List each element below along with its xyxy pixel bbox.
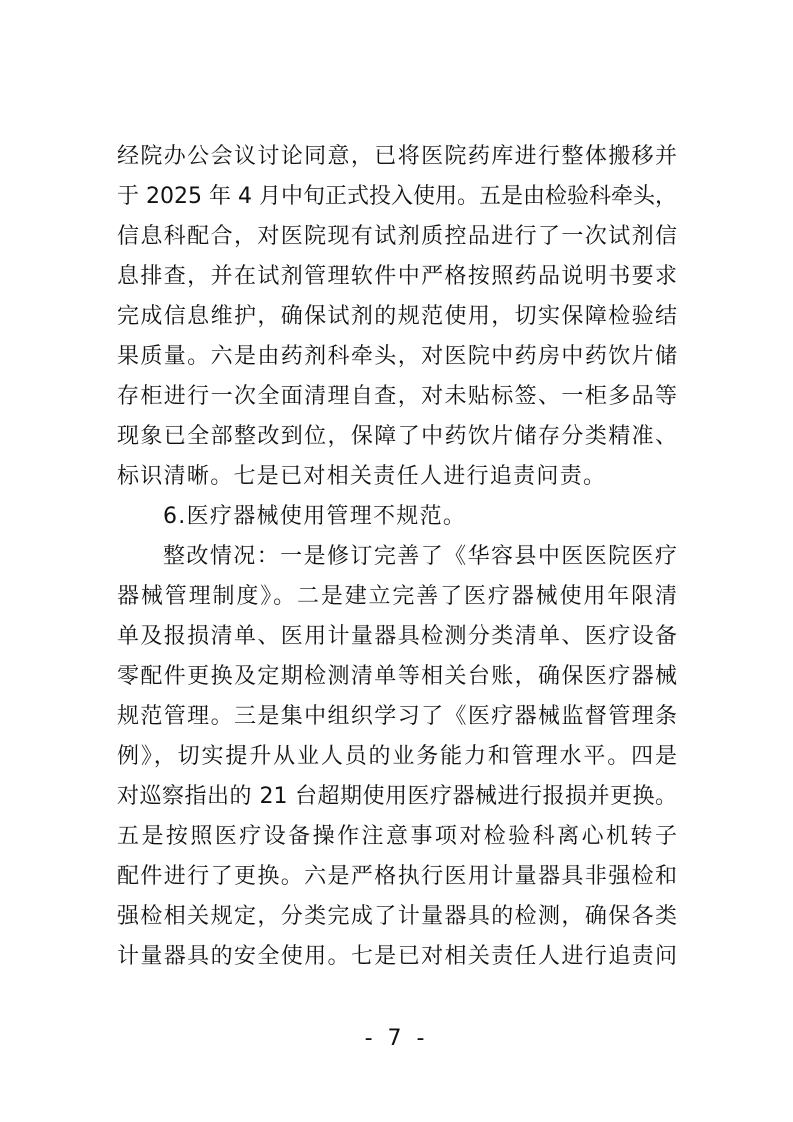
text-line: 规范管理。三是集中组织学习了《医疗器械监督管理条 [117,704,677,729]
text-line: 例》，切实提升从业人员的业务能力和管理水平。四是 [117,744,677,769]
text-line: 计量器具的安全使用。七是已对相关责任人进行追责问 [117,944,677,969]
text-line: 配件进行了更换。六是严格执行医用计量器具非强检和 [117,864,677,889]
text-line: 零配件更换及定期检测清单等相关台账，确保医疗器械 [117,664,677,689]
text-line: 完成信息维护，确保试剂的规范使用，切实保障检验结 [117,304,677,329]
text-line: 存柜进行一次全面清理自查，对未贴标签、一柜多品等 [117,384,677,409]
paragraph [117,137,677,497]
text-line: 息排查，并在试剂管理软件中严格按照药品说明书要求 [117,264,677,289]
text-line: 整改情况：一是修订完善了《华容县中医医院医疗 [163,544,677,569]
text-line: 于 2025 年 4 月中旬正式投入使用。五是由检验科牵头， [117,184,677,209]
text-line: 标识清晰。七是已对相关责任人进行追责问责。 [117,464,607,489]
paragraph [117,537,677,977]
text-line: 信息科配合，对医院现有试剂质控品进行了一次试剂信 [117,224,677,249]
text-line: 现象已全部整改到位，保障了中药饮片储存分类精准、 [117,424,677,449]
text-line: 经院办公会议讨论同意，已将医院药库进行整体搬移并 [117,144,677,169]
text-line: 6.医疗器械使用管理不规范。 [163,504,467,529]
text-line: 器械管理制度》。二是建立完善了医疗器械使用年限清 [117,584,677,609]
page-number: - 7 - [364,1026,429,1051]
text-line: 单及报损清单、医用计量器具检测分类清单、医疗设备 [117,624,677,649]
text-line: 果质量。六是由药剂科牵头，对医院中药房中药饮片储 [117,344,677,369]
document-body [117,137,677,977]
text-line: 对巡察指出的 21 台超期使用医疗器械进行报损并更换。 [117,784,677,809]
paragraph [117,497,677,537]
text-line: 强检相关规定，分类完成了计量器具的检测，确保各类 [117,904,677,929]
text-line: 五是按照医疗设备操作注意事项对检验科离心机转子 [117,824,677,849]
